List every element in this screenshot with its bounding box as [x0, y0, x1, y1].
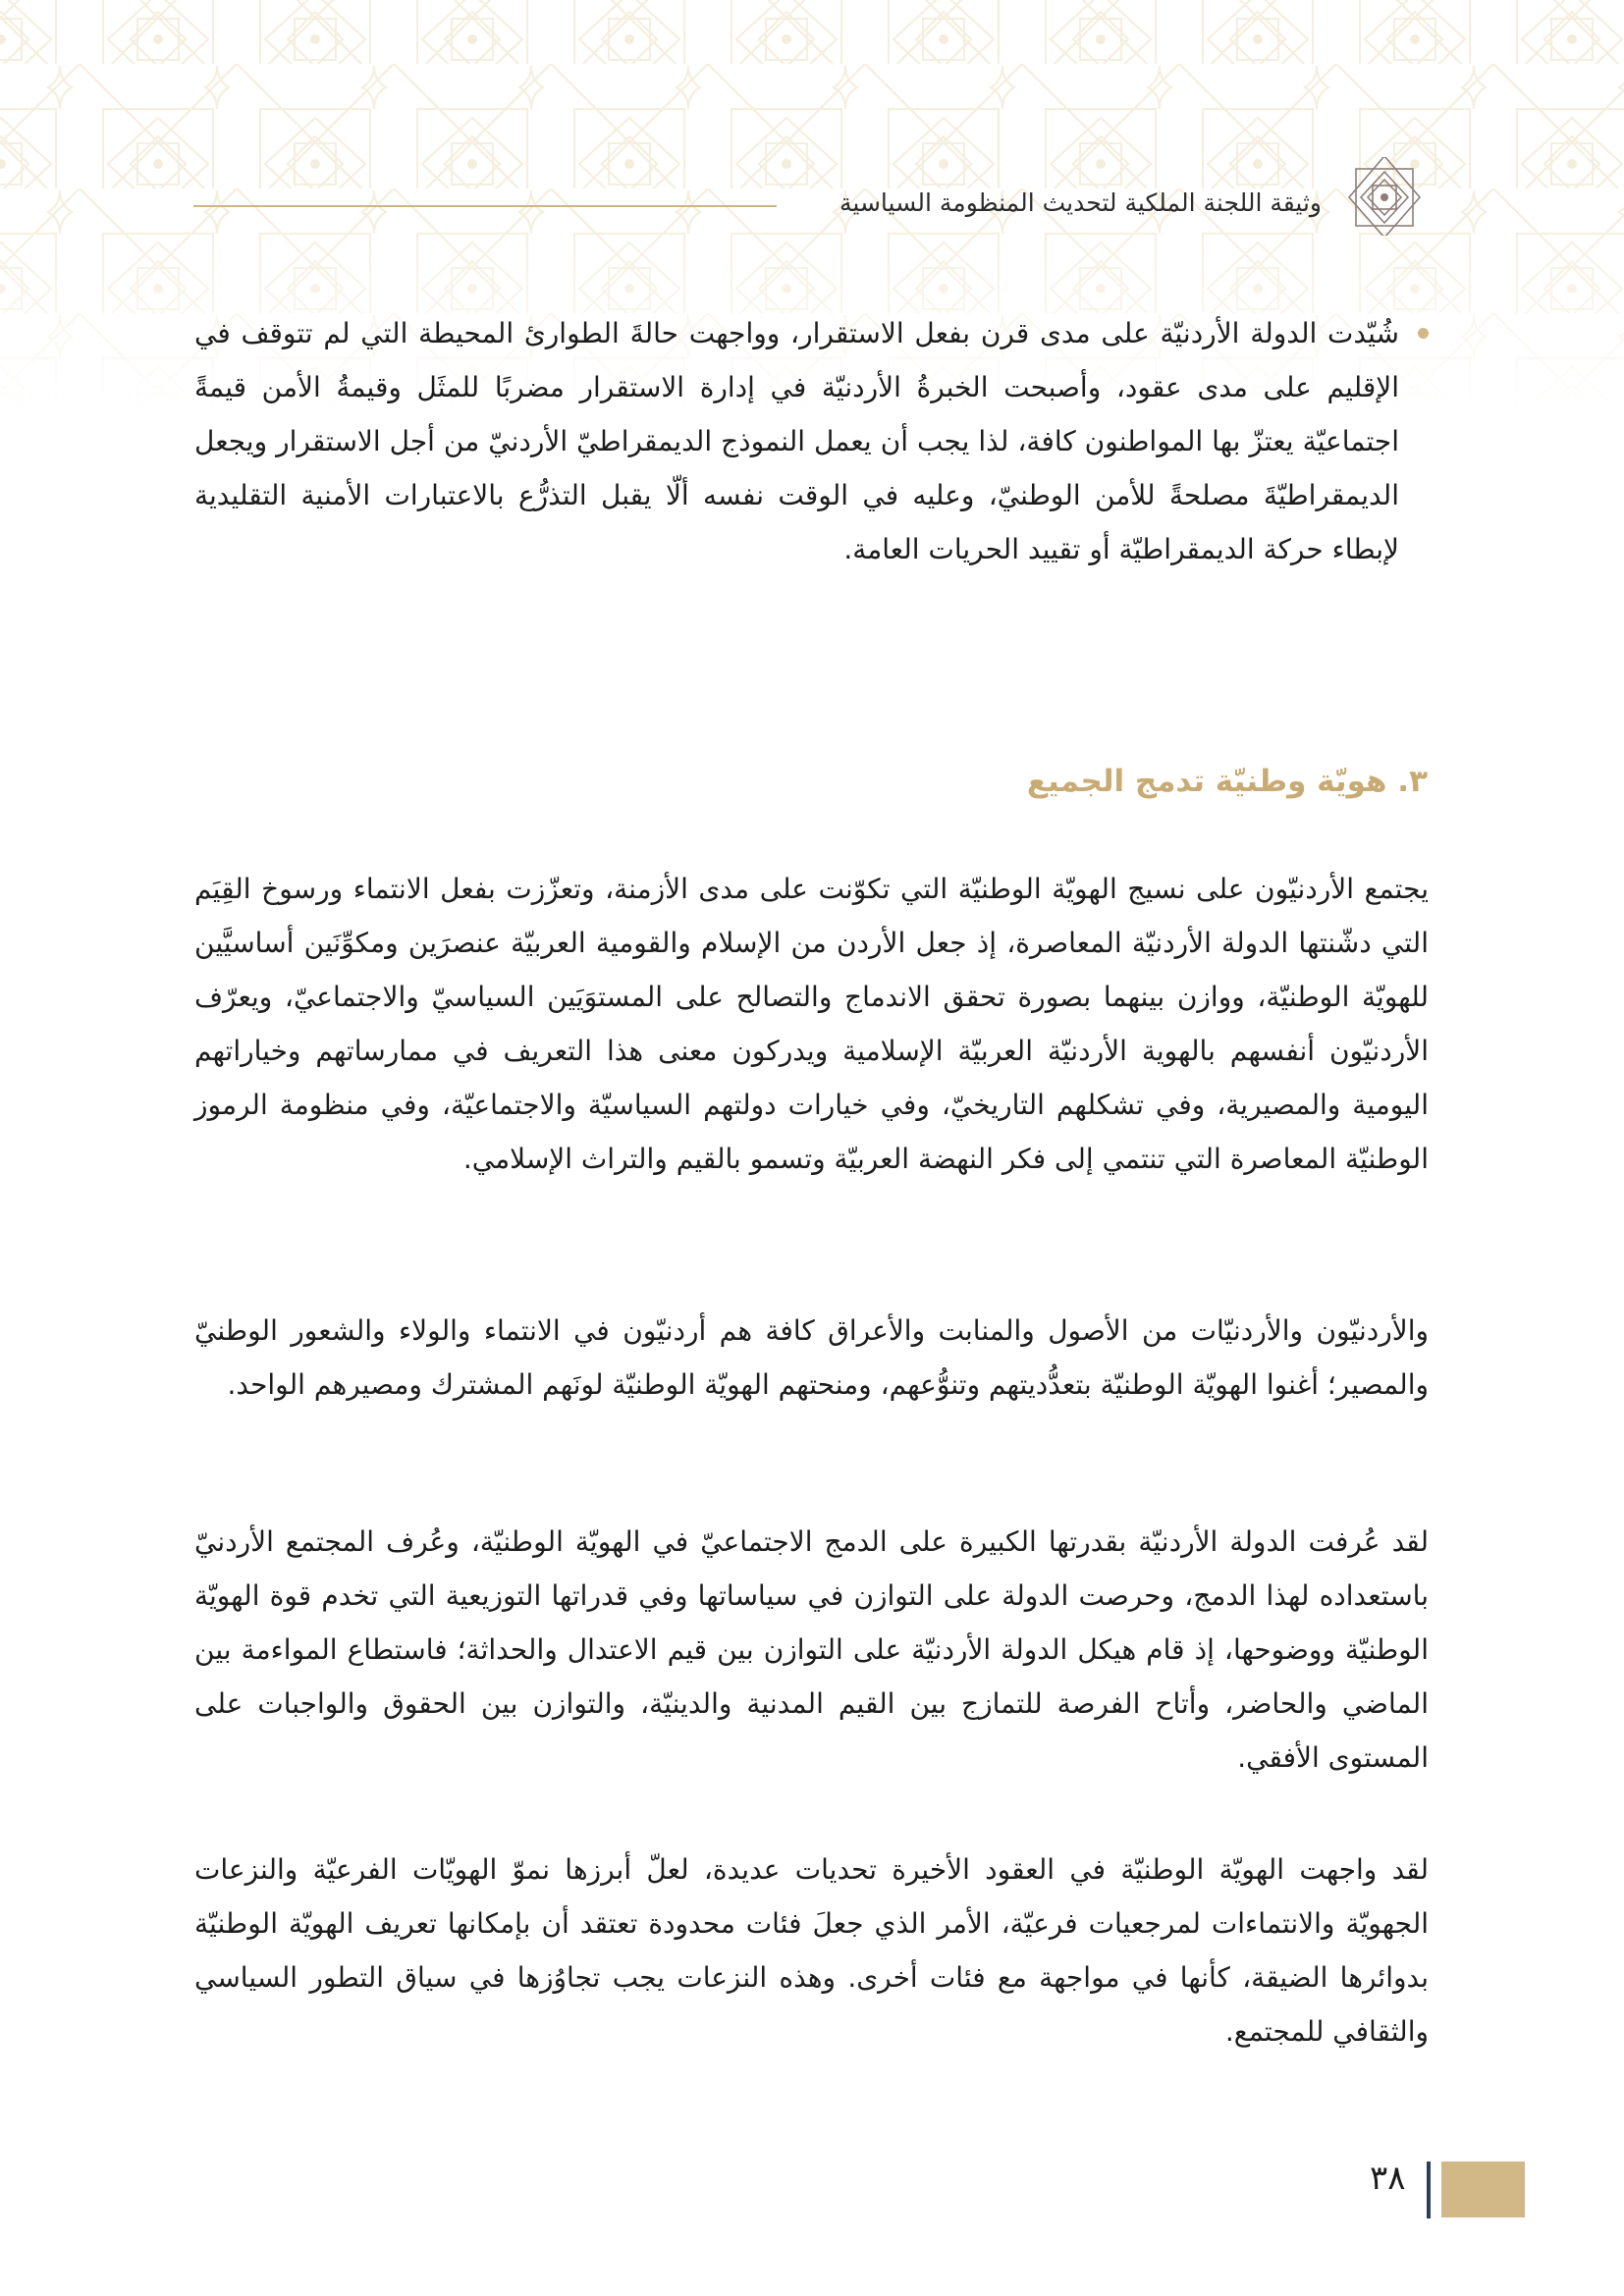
paragraph-text: يجتمع الأردنيّون على نسيج الهويّة الوطنيّة التي تكوّنت على مدى الأزمنة، وتعزّزت بفعل الانتماء ورسوخ القِيَم التي دشّنتها الدولة الأردنيّة المعاصرة، إذ جعل الأردن من الإسلام والقومية العربيّة عنصرَين ومكوِّنَين أساسيَّين للهويّة الوطنيّة، ووازن بينهما بصورة تحقق الاندماج والتصالح على المستوَيَين السياسيّ والاجتماعيّ، ويعرّف الأردنيّون أنفسهم بالهوية الأردنيّة العربيّة الإسلامية ويدركون معنى هذا التعريف في ممارساتهم وخياراتهم اليومية والمصيرية، وفي تشكلهم التاريخيّ، وفي خيارات دولتهم السياسيّة والاجتماعيّة، وفي منظومة الرموز الوطنيّة المعاصرة التي تنتمي إلى فكر النهضة العربيّة وتسمو بالقيم والتراث الإسلامي. — [194, 873, 1429, 1175]
paragraph-text: لقد عُرفت الدولة الأردنيّة بقدرتها الكبيرة على الدمج الاجتماعيّ في الهويّة الوطنيّة، وعُرف المجتمع الأردنيّ باستعداده لهذا الدمج، وحرصت الدولة على التوازن في سياساتها وفي قدراتها التوزيعية التي تخدم قوة الهويّة الوطنيّة ووضوحها، إذ قام هيكل الدولة الأردنيّة على التوازن بين قيم الاعتدال والحداثة؛ فاستطاع المواءمة بين الماضي والحاضر، وأتاح الفرصة للتمازج بين القيم المدنية والدينيّة، والتوازن بين الحقوق والواجبات على المستوى الأفقي. — [194, 1525, 1429, 1774]
document-header-title: وثيقة اللجنة الملكية لتحديث المنظومة السياسية — [839, 188, 1322, 217]
body-paragraph-2 — [194, 1304, 1429, 1412]
bullet-point-icon — [1418, 328, 1429, 339]
footer-divider-bar — [1427, 2162, 1431, 2218]
bullet-paragraph — [194, 306, 1399, 576]
header-divider-line — [193, 205, 777, 207]
paragraph-text: والأردنيّون والأردنيّات من الأصول والمنابت والأعراق كافة هم أردنيّون في الانتماء والولاء والشعور الوطنيّ والمصير؛ أغنوا الهويّة الوطنيّة بتعدُّديتهم وتنوُّعهم، ومنحتهم الهويّة الوطنيّة لونَهم المشترك ومصيرهم الواحد. — [194, 1314, 1429, 1401]
body-paragraph-3 — [194, 1515, 1429, 1785]
page-number: ٣٨ — [1370, 2159, 1406, 2198]
geometric-diamond-emblem-icon — [1345, 157, 1424, 236]
section-heading: ٣. هويّة وطنيّة تدمج الجميع — [1026, 764, 1428, 799]
paragraph-text: لقد واجهت الهويّة الوطنيّة في العقود الأخيرة تحديات عديدة، لعلّ أبرزها نموّ الهويّات الفرعيّة والنزعات الجهويّة والانتماءات لمرجعيات فرعيّة، الأمر الذي جعلَ فئات محدودة تعتقد أن بإمكانها تعريف الهويّة الوطنيّة بدوائرها الضيقة، كأنها في مواجهة مع فئات أخرى. وهذه النزعات يجب تجاوُزها في سياق التطور السياسي والثقافي للمجتمع. — [194, 1853, 1429, 2048]
bullet-paragraph-text: شُيّدت الدولة الأردنيّة على مدى قرن بفعل الاستقرار، وواجهت حالةَ الطوارئ المحيطة التي لم تتوقف في الإقليم على مدى عقود، وأصبحت الخبرةُ الأردنيّة في إدارة الاستقرار مضربًا للمثَل وقيمةُ الأمن قيمةً اجتماعيّة يعتزّ بها المواطنون كافة، لذا يجب أن يعمل النموذج الديمقراطيّ الأردنيّ من أجل الاستقرار ويجعل الديمقراطيّةَ مصلحةً للأمن الوطنيّ، وعليه في الوقت نفسه ألّا يقبل التذرُّع بالاعتبارات الأمنية التقليدية لإبطاء حركة الديمقراطيّة أو تقييد الحريات العامة. — [194, 317, 1399, 565]
footer-accent-block — [1441, 2162, 1525, 2217]
body-paragraph-4 — [194, 1842, 1429, 2058]
body-paragraph-1 — [194, 862, 1429, 1186]
